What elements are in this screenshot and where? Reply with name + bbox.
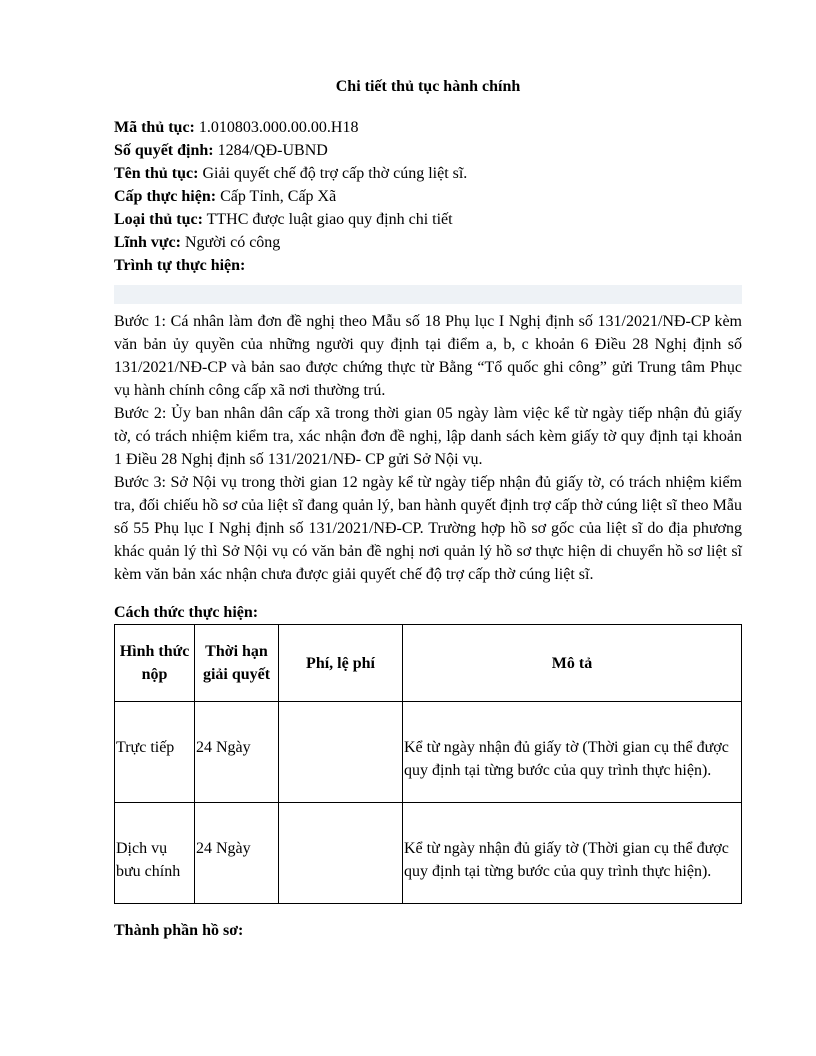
field-value: 1284/QĐ-UBND [217,142,328,159]
table-cell [279,702,403,803]
header-cell: Hình thức nộp [115,625,195,702]
procedure-heading [114,254,742,277]
field-value: 1.010803.000.00.00.H18 [198,119,359,136]
method-table [114,624,742,904]
field-procedure-code [114,116,742,139]
section-label: Trình tự thực hiện: [114,257,246,274]
table-cell [195,702,279,803]
cell-text [279,702,402,736]
table-header-row [115,625,742,702]
table-row [115,702,742,803]
cell-text: Trực tiếp [116,739,175,756]
field-label: Mã thủ tục: [114,119,195,136]
header-cell: Mô tả [403,625,742,702]
cell-text: Kể từ ngày nhận đủ giấy tờ (Thời gian cụ thể được quy định tại từng bước của quy trình thực hiện). [404,739,729,779]
procedure-steps [114,310,742,586]
header-cell: Thời hạn giải quyết [195,625,279,702]
table-cell [279,803,403,904]
field-label: Loại thủ tục: [114,211,203,228]
field-value: Giải quyết chế độ trợ cấp thờ cúng liệt sĩ. [202,165,468,182]
header-cell: Phí, lệ phí [279,625,403,702]
document-page [114,75,742,942]
field-level [114,185,742,208]
field-label: Cấp thực hiện: [114,188,217,205]
cell-text [279,803,402,837]
table-row [115,803,742,904]
cell-text: Dịch vụ bưu chính [116,840,181,880]
table-cell [115,803,195,904]
field-decision-number [114,139,742,162]
page-title: Chi tiết thủ tục hành chính [335,78,521,95]
field-label: Số quyết định: [114,142,214,159]
field-value: Người có công [184,234,281,251]
components-heading: Thành phần hồ sơ: [114,922,244,939]
step-paragraph: Bước 3: Sở Nội vụ trong thời gian 12 ngày kể từ ngày tiếp nhận đủ giấy tờ, có trách nhiệm kiểm tra, đối chiếu hồ sơ của liệt sĩ đang quản lý, ban hành quyết định trợ cấp thờ cúng liệt sĩ theo Mẫu số 55 Phụ lục I Nghị định số 131/2021/NĐ-CP. Trường hợp hồ sơ gốc của liệt sĩ do địa phương khác quản lý thì Sở Nội vụ có văn bản đề nghị nơi quản lý hồ sơ thực hiện di chuyển hồ sơ liệt sĩ kèm văn bản xác nhận chưa được giải quyết chế độ trợ cấp thờ cúng liệt sĩ. [114,474,742,583]
table-cell [115,702,195,803]
table-cell [195,803,279,904]
field-type [114,208,742,231]
cell-text: 24 Ngày [196,840,251,857]
field-value: TTHC được luật giao quy định chi tiết [206,211,453,228]
table-cell [403,702,742,803]
field-label: Tên thủ tục: [114,165,199,182]
method-heading: Cách thức thực hiện: [114,604,259,621]
field-value: Cấp Tỉnh, Cấp Xã [220,188,337,205]
field-domain [114,231,742,254]
field-procedure-name [114,162,742,185]
step-paragraph: Bước 1: Cá nhân làm đơn đề nghị theo Mẫu số 18 Phụ lục I Nghị định số 131/2021/NĐ-CP kèm văn bản ủy quyền của những người quy định tại điểm a, b, c khoản 6 Điều 28 Nghị định số 131/2021/NĐ-CP và bản sao được chứng thực từ Bằng “Tổ quốc ghi công” gửi Trung tâm Phục vụ hành chính công cấp xã nơi thường trú. [114,313,742,399]
step-paragraph: Bước 2: Ủy ban nhân dân cấp xã trong thời gian 05 ngày làm việc kể từ ngày tiếp nhận đủ giấy tờ, có trách nhiệm kiểm tra, xác nhận đơn đề nghị, lập danh sách kèm giấy tờ quy định tại khoản 1 Điều 28 Nghị định số 131/2021/NĐ- CP gửi Sở Nội vụ. [114,405,742,468]
cell-text: 24 Ngày [196,739,251,756]
field-label: Lĩnh vực: [114,234,181,251]
shaded-divider [114,285,742,304]
cell-text: Kể từ ngày nhận đủ giấy tờ (Thời gian cụ thể được quy định tại từng bước của quy trình thực hiện). [404,840,729,880]
table-cell [403,803,742,904]
